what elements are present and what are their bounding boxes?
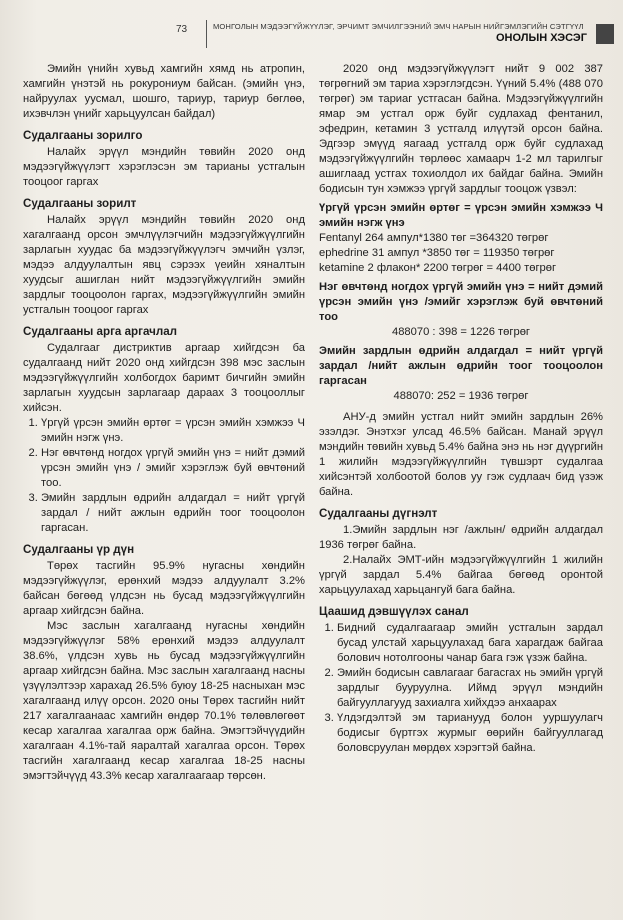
proposal-item: 2. Эмийн бодисын савлагааг багасгах нь эмийн үргүй зардлыг бууруулна. Иймд эрүүл мэндийн байгууллагууд захиалга хийхдээ анхаарах <box>337 666 603 711</box>
method-text: Судалгааг дистриктив аргаар хийгдсэн ба судалгаанд нийт 2020 онд хийгдсэн 398 мэс заслын мэдээгүйжүүлгийн холбогдох баримт бичгийн эмийн зарлагын хуудсын зарлагаар дараах 3 тооцооллыг хийсэн. <box>23 342 305 414</box>
running-header <box>206 20 609 48</box>
conclusion-heading: Судалгааны дүгнэлт <box>319 507 438 520</box>
goal-heading: Судалгааны зорилго <box>23 129 143 142</box>
formula-daily-loss: Эмийн зардлын өдрийн алдагдал = нийт үргүй зардал /нийт ажлын өдрийн тоог тооцоолон гаргасан <box>319 345 603 387</box>
method-item: 3. Эмийн зардлын өдрийн алдагдал = нийт үргүй зардал / нийт ажлын өдрийн тоог тооцоолон гаргасан. <box>41 491 305 536</box>
section-title: ОНОЛЫН ХЭСЭГ <box>495 32 587 44</box>
results-paragraph-2: Мэс заслын хагалгаанд нугасны хөндийн мэдээгүйжүүлэг 58% ерөнхий мэдээ алдуулалт 38.6%, үлдсэн хувь нь бусад мэдээгүйжүүлгийн аргаар хийгдсэн байна. Мэс заслын хагалгаанд насны үзүүлэлтээр харахад 26.5% буюу 18-25 насныхан мэс хагалгаанд илүү орсон. 2020 оны Төрөх тасгийн нийт 217 хагалгаанаас хамгийн өндөр 70.1% төлөвлөгөөт кесар хагалгаа хагалгаа орж байна. Эмэгтэйчүүдийн хагалгаан 4.1%-тай яаралтай хагалгаа орсон. Төрөх тасгийн хагалгаанд кесар хагалгаа 18-25 насны эмэгтэйчүүд 43.3% кесар хагалгаагаар төрсөн. <box>23 620 305 782</box>
proposals-list <box>319 621 603 756</box>
findings-paragraph: 2020 онд мэдээгүйжүүлэгт нийт 9 002 387 төгрөгний эм тариа хэрэглэгдсэн. Үүний 5.4% (488 070 төгрөг) эм тариаг устгасан байна. Мэдээгүйжүүлгийн ямар эм устгал орж буйг судлахад фентанил, эфедрин, кетамин 3 устгалд илүүтэй орсон байна. Эдгээр эмүүд яагаад устгалд орж буйг судлахад мэдээгүйжүүлгийн төрлөөс хамаарч 1-2 мл тарилгыг ашиглаад устгах тохиолдол их байдаг байна. Эмийн бодисын тун хэмжээ үргүй зардлыг тооцож үзвэл: <box>319 63 603 195</box>
calc-fentanyl: Fentanyl 264 ампул*1380 төг =364320 төгрөг <box>319 232 549 244</box>
formula-per-patient: Нэг өвчтөнд ногдох үргүй эмийн үнэ = нийт дэмий үрсэн эмийн үнэ /эмийг хэрэглэж буй өвчтөний тоо <box>319 281 603 323</box>
goal-text: Налайх эрүүл мэндийн төвийн 2020 онд мэдээгүйжүүлэгт хэрэглэсэн эм тарианы устгалын тооцоог гаргах <box>23 146 305 188</box>
journal-title: МОНГОЛЫН МЭДЭЭГҮЙЖҮҮЛЭГ, ЭРЧИМТ ЭМЧИЛГЭЭНИЙ ЭМЧ НАРЫН НИЙГЭМЛЭГИЙН СЭТГҮҮЛ <box>213 22 584 31</box>
calc-daily-loss: 488070: 252 = 1936 төгрөг <box>393 390 529 402</box>
corner-marker <box>596 24 614 44</box>
results-paragraph-1: Төрөх тасгийн 95.9% нугасны хөндийн мэдээгүйжүүлэг, ерөнхий мэдээ алдуулалт 3.2% байсан бөгөөд үлдсэн нь бусад мэдээгүйжүүлгийн аргаар хийгдсэн байна. <box>23 560 305 617</box>
intro-paragraph: Эмийн үнийн хувьд хамгийн хямд нь атропин, хамгийн үнэтэй нь рокурониум байсан. (эмийн үнэ, найруулах уусмал, шошго, тариур, тариур бөглөө, ихэвчлэн үнийг харьцуулсан байдал) <box>23 63 305 120</box>
calc-ephedrine: ephedrine 31 ампул *3850 төг = 119350 төгрөг <box>319 247 555 259</box>
results-heading: Судалгааны үр дүн <box>23 543 135 556</box>
formula-wasted-cost: Үргүй үрсэн эмийн өртөг = үрсэн эмийн хэмжээ Ч эмийн нэгж үнэ <box>319 202 603 229</box>
method-item: 2. Нэг өвчтөнд ногдох үргүй эмийн үнэ = нийт дэмий үрсэн эмийн үнэ / эмийг хэрэглэж буй өвчтөний тоо. <box>41 446 305 491</box>
calc-per-patient: 488070 : 398 = 1226 төгрөг <box>391 326 531 338</box>
conclusion-item-1: 1.Эмийн зардлын нэг /ажлын/ өдрийн алдагдал 1936 төгрөг байна. <box>319 524 603 551</box>
proposals-heading: Цаашид дэвшүүлэх санал <box>319 605 469 618</box>
objective-text: Налайх эрүүл мэндийн төвийн 2020 онд хагалгаанд орсон эмчлүүлэгчийн мэдээгүйжүүлгийн зарлагын хуудас ба мэдээгүйжүүлэгч эмчийн үзлэг, мэдээ алдуулалтын явц сэрээх үеийн хяналтын хуудсыг ашиглан нийт мэдээгүйжүүлгийн эмийн зардлыг тооцоолон гаргах, мэдээгүйжүүлгийн эмийн устгалын тооцоог гаргах <box>23 214 305 316</box>
right-column <box>319 62 603 756</box>
comparison-paragraph: АНУ-д эмийн устгал нийт эмийн зардлын 26% эзэлдэг. Энэтхэг улсад 46.5% байсан. Манай эрүүл мэндийн төвийн хувьд 5.4% байна энэ нь нэг дүүргийн 1 жилийн мэдээгүйжүүлгийн түвшэрт судалгаа хийсэнтэй холбоотой болов уу гэж судлаач бид үзэж байна. <box>319 411 603 498</box>
objective-heading: Судалгааны зорилт <box>23 197 137 210</box>
method-item: 1. Үргүй үрсэн эмийн өртөг = үрсэн эмийн хэмжээ Ч эмийн нэгж үнэ. <box>41 416 305 446</box>
proposal-item: 1. Бидний судалгаагаар эмийн устгалын зардал бусад улстай харьцуулахад бага харагдаж байгаа болович нотолгооны чанар бага гэж үзэж байна. <box>337 621 603 666</box>
method-list <box>23 416 305 536</box>
calc-ketamine: ketamine 2 флакон* 2200 төгрөг = 4400 төгрөг <box>319 262 557 274</box>
method-heading: Судалгааны арга аргачлал <box>23 325 178 338</box>
conclusion-item-2: 2.Налайх ЭМТ-ийн мэдээгүйжүүлгийн 1 жилийн үргүй зардал 5.4% байгаа бөгөөд оронтой харьцуулахад харьцангуй бага байна. <box>319 554 603 596</box>
page-number: 73 <box>176 24 188 35</box>
proposal-item: 3. Үлдэгдэлтэй эм тарианууд болон ууршуулагч бодисыг бүртгэх журмыг өөрийн байгууллагад боловсруулан мөрдөх хэрэгтэй байна. <box>337 711 603 756</box>
left-column <box>23 62 305 784</box>
